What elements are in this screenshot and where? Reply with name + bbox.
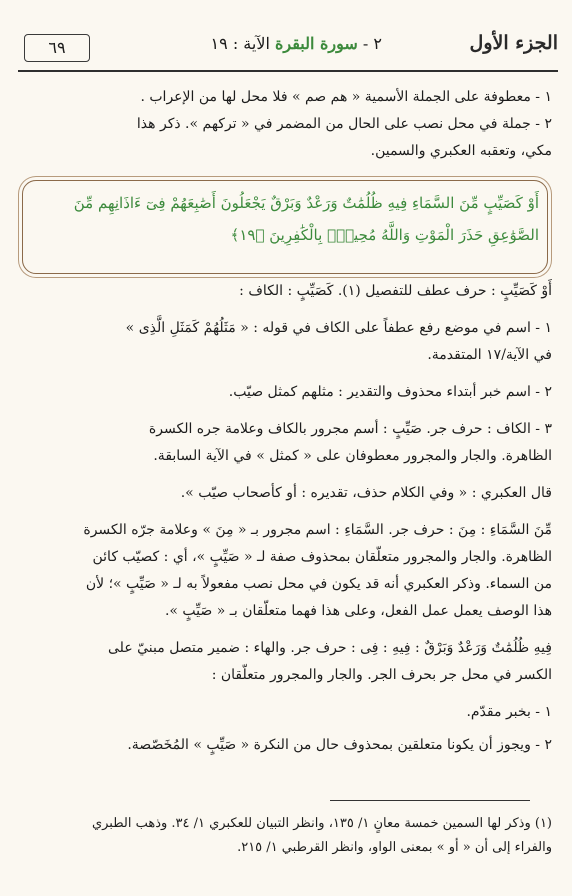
analysis-line: فِيهِ ظُلُمَٰتٌ وَرَعْدٌ وَبَرْقٌ : فِيهِ : فِى : حرف جر. والهاء : ضمير متصل مبنيّ على (108, 640, 552, 656)
analysis-line: الظاهرة. والجار والمجرور متعلّقان بمحذوف صفة لـ « صَيِّبٍ »، أي : كصيّب كائن (92, 549, 552, 565)
analysis-line: من السماء. وذكر العكبري أنه قد يكون في محل نصب مفعولاً به لـ « صَيِّبٍ »؛ لأن (85, 576, 552, 592)
analysis-line: ١ - بخبر مقدّم. (466, 704, 552, 720)
analysis-line: ٣ - الكاف : حرف جر. صَيِّبٍ : أسم مجرور بالكاف وعلامة جره الكسرة (148, 421, 552, 437)
analysis-line: في الآية/١٧ المتقدمة. (427, 347, 552, 363)
item-1: ١ - معطوفة على الجملة الأسمية « هم صم » فلا محل لها من الإعراب . (140, 89, 552, 105)
footnote-line: والفراء إلى أن « أو » بمعنى الواو، وانظر القرطبي ١/ ٢١٥. (237, 840, 552, 855)
analysis-section (22, 278, 552, 759)
analysis-line: ١ - اسم في موضع رفع عطفاً على الكاف في قوله : « مَثَلُهُمْ كَمَثَلِ الَّذِى » (125, 320, 552, 336)
analysis-line: أَوْ كَصَيِّبٍ : حرف عطف للتفصيل (١). كَصَيِّبٍ : الكاف : (239, 283, 552, 299)
analysis-line: قال العكبري : « وفي الكلام حذف، تقديره : أو كأصحاب صيّب ». (180, 485, 552, 501)
analysis-line: ٢ - اسم خبر أبتداء محذوف والتقدير : مثلهم كمثل صيّب. (228, 384, 552, 400)
verse-label: الآية : ١٩ (210, 34, 270, 53)
quran-verse-box: أَوْ كَصَيِّبٍ مِّنَ السَّمَاءِ فِيهِ ظُلُمَٰتٌ وَرَعْدٌ وَبَرْقٌ يَجْعَلُونَ أَصَٰبِعَهُمْ فِىٓ ءَاذَانِهِم مِّنَ الصَّوَٰعِقِ حَذَرَ الْمَوْتِ وَاللَّهُ مُحِيطٌۢ بِالْكَٰفِرِينَ ﴿١٩﴾ (22, 180, 548, 274)
footnote-divider (330, 800, 530, 801)
surah-heading (211, 34, 382, 53)
analysis-line: ٢ - ويجوز أن يكونا متعلقين بمحذوف حال من النكرة « صَيِّبٍ » المُخَصّصة. (127, 737, 552, 753)
intro-text (22, 84, 552, 165)
footnote (22, 812, 552, 860)
analysis-line: الكسر في محل جر بحرف الجر. والجار والمجرور متعلّقان : (211, 667, 552, 683)
juz-title: الجزء الأول (469, 32, 558, 54)
page-number: ٦٩ (24, 34, 90, 62)
page-header (18, 28, 558, 72)
surah-number: ٢ - (362, 34, 382, 53)
analysis-line: الظاهرة. والجار والمجرور معطوفان على « كمثل » في الآية السابقة. (153, 448, 552, 464)
item-2-line-a: ٢ - جملة في محل نصب على الحال من المضمر في « تركهم ». ذكر هذا (136, 116, 552, 132)
analysis-line: هذا الوصف يعمل عمل الفعل، وعلى هذا فهما متعلّقان بـ « صَيِّبٍ ». (164, 603, 552, 619)
surah-name: سورة البقرة (275, 34, 358, 53)
footnote-line: (١) وذكر لها السمين خمسة معانٍ ١/ ١٣٥، وانظر التبيان للعكبري ١/ ٣٤. وذهب الطبري (91, 816, 552, 831)
analysis-line: مِّنَ السَّمَاءِ : مِنَ : حرف جر. السَّمَاءِ : اسم مجرور بـ « مِنَ » وعلامة جرّه الكسرة (83, 522, 552, 538)
item-2-line-b: مكي، وتعقبه العكبري والسمين. (370, 143, 552, 159)
